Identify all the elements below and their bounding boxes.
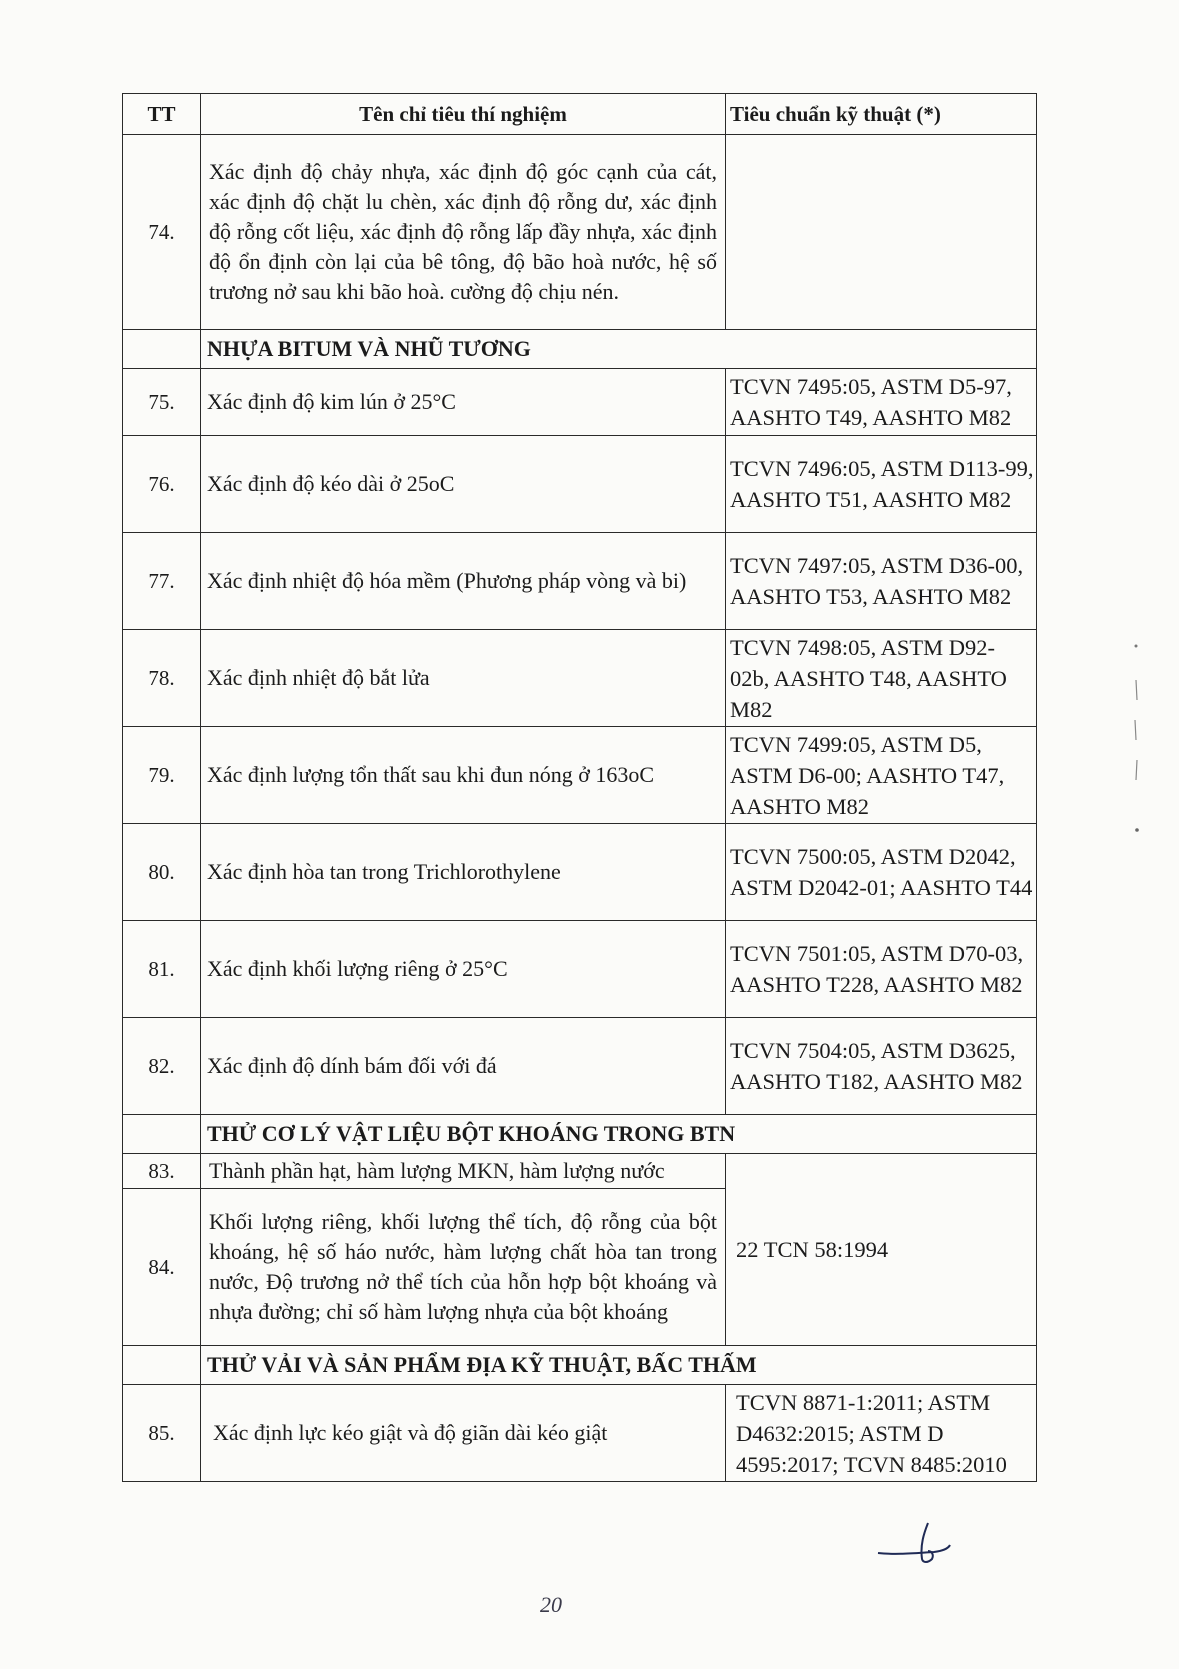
row-number: 84. xyxy=(123,1189,201,1346)
row-number: 79. xyxy=(123,727,201,824)
table-row-83 xyxy=(123,1154,1037,1189)
section-title-mineral-powder: THỬ CƠ LÝ VẬT LIỆU BỘT KHOÁNG TRONG BTN xyxy=(201,1115,1037,1154)
test-name: Xác định độ dính bám đối với đá xyxy=(201,1018,726,1115)
header-tt: TT xyxy=(123,94,201,135)
test-name: Xác định hòa tan trong Trichlorothylene xyxy=(201,824,726,921)
standard-cell: TCVN 7496:05, ASTM D113-99, AASHTO T51, AASHTO M82 xyxy=(726,436,1037,533)
section-row-bitumen xyxy=(123,330,1037,369)
table-row xyxy=(123,436,1037,533)
row-number: 83. xyxy=(123,1154,201,1189)
section-spacer xyxy=(123,330,201,369)
header-test-name: Tên chỉ tiêu thí nghiệm xyxy=(201,94,726,135)
page-number: 20 xyxy=(540,1592,562,1617)
section-spacer xyxy=(123,1115,201,1154)
row-number: 76. xyxy=(123,436,201,533)
table-row-85 xyxy=(123,1385,1037,1482)
standard-cell: TCVN 7498:05, ASTM D92-02b, AASHTO T48, AASHTO M82 xyxy=(726,630,1037,727)
row-number: 85. xyxy=(123,1385,201,1482)
table-row xyxy=(123,369,1037,436)
table-header-row xyxy=(123,94,1037,135)
test-name: Xác định nhiệt độ bắt lửa xyxy=(201,630,726,727)
section-row-mineral-powder xyxy=(123,1115,1037,1154)
row-number: 77. xyxy=(123,533,201,630)
table-row xyxy=(123,824,1037,921)
standard-cell-merged: 22 TCN 58:1994 xyxy=(726,1154,1037,1346)
row-number: 74. xyxy=(123,135,201,330)
section-title-geotextile: THỬ VẢI VÀ SẢN PHẨM ĐỊA KỸ THUẬT, BẤC THẤM xyxy=(201,1346,1037,1385)
row-number: 80. xyxy=(123,824,201,921)
standard-cell xyxy=(726,135,1037,330)
standard-cell: TCVN 7500:05, ASTM D2042, ASTM D2042-01; AASHTO T44 xyxy=(726,824,1037,921)
table-row xyxy=(123,727,1037,824)
test-name: Xác định độ kim lún ở 25°C xyxy=(201,369,726,436)
standard-cell: TCVN 7501:05, ASTM D70-03, AASHTO T228, AASHTO M82 xyxy=(726,921,1037,1018)
signature-mark xyxy=(876,1519,966,1569)
test-name: Xác định độ kéo dài ở 25oC xyxy=(201,436,726,533)
table-row-74 xyxy=(123,135,1037,330)
standard-cell: TCVN 7497:05, ASTM D36-00, AASHTO T53, AASHTO M82 xyxy=(726,533,1037,630)
test-name: Thành phần hạt, hàm lượng MKN, hàm lượng nước xyxy=(201,1154,726,1189)
table-row xyxy=(123,1018,1037,1115)
standard-cell: TCVN 7495:05, ASTM D5-97, AASHTO T49, AASHTO M82 xyxy=(726,369,1037,436)
row-number: 75. xyxy=(123,369,201,436)
test-name: Xác định lực kéo giật và độ giãn dài kéo giật xyxy=(201,1385,726,1482)
table-row xyxy=(123,921,1037,1018)
test-standards-table xyxy=(122,93,1037,1482)
section-spacer xyxy=(123,1346,201,1385)
test-name: Xác định độ chảy nhựa, xác định độ góc cạnh của cát, xác định độ chặt lu chèn, xác định độ rỗng dư, xác định độ rỗng cốt liệu, xác định độ rỗng lấp đầy nhựa, xác định độ ổn định còn lại của bê tông, độ bão hoà nước, hệ số trương nở sau khi bão hoà. cường độ chịu nén. xyxy=(201,135,726,330)
margin-scan-marks xyxy=(1128,640,1144,860)
row-number: 82. xyxy=(123,1018,201,1115)
test-name: Khối lượng riêng, khối lượng thể tích, độ rỗng của bột khoáng, hệ số háo nước, hàm lượng chất hòa tan trong nước, Độ trương nở thể tích của hỗn hợp bột khoáng và nhựa đường; chỉ số hàm lượng nhựa của bột khoáng xyxy=(201,1189,726,1346)
table-row xyxy=(123,630,1037,727)
row-number: 78. xyxy=(123,630,201,727)
section-row-geotextile xyxy=(123,1346,1037,1385)
test-name: Xác định khối lượng riêng ở 25°C xyxy=(201,921,726,1018)
test-name: Xác định lượng tổn thất sau khi đun nóng ở 163oC xyxy=(201,727,726,824)
header-standard: Tiêu chuẩn kỹ thuật (*) xyxy=(726,94,1037,135)
standard-cell: TCVN 8871-1:2011; ASTM D4632:2015; ASTM D 4595:2017; TCVN 8485:2010 xyxy=(726,1385,1037,1482)
test-name: Xác định nhiệt độ hóa mềm (Phương pháp vòng và bi) xyxy=(201,533,726,630)
section-title-bitumen: NHỰA BITUM VÀ NHŨ TƯƠNG xyxy=(201,330,1037,369)
table-row xyxy=(123,533,1037,630)
standard-cell: TCVN 7499:05, ASTM D5, ASTM D6-00; AASHTO T47, AASHTO M82 xyxy=(726,727,1037,824)
standard-cell: TCVN 7504:05, ASTM D3625, AASHTO T182, AASHTO M82 xyxy=(726,1018,1037,1115)
row-number: 81. xyxy=(123,921,201,1018)
